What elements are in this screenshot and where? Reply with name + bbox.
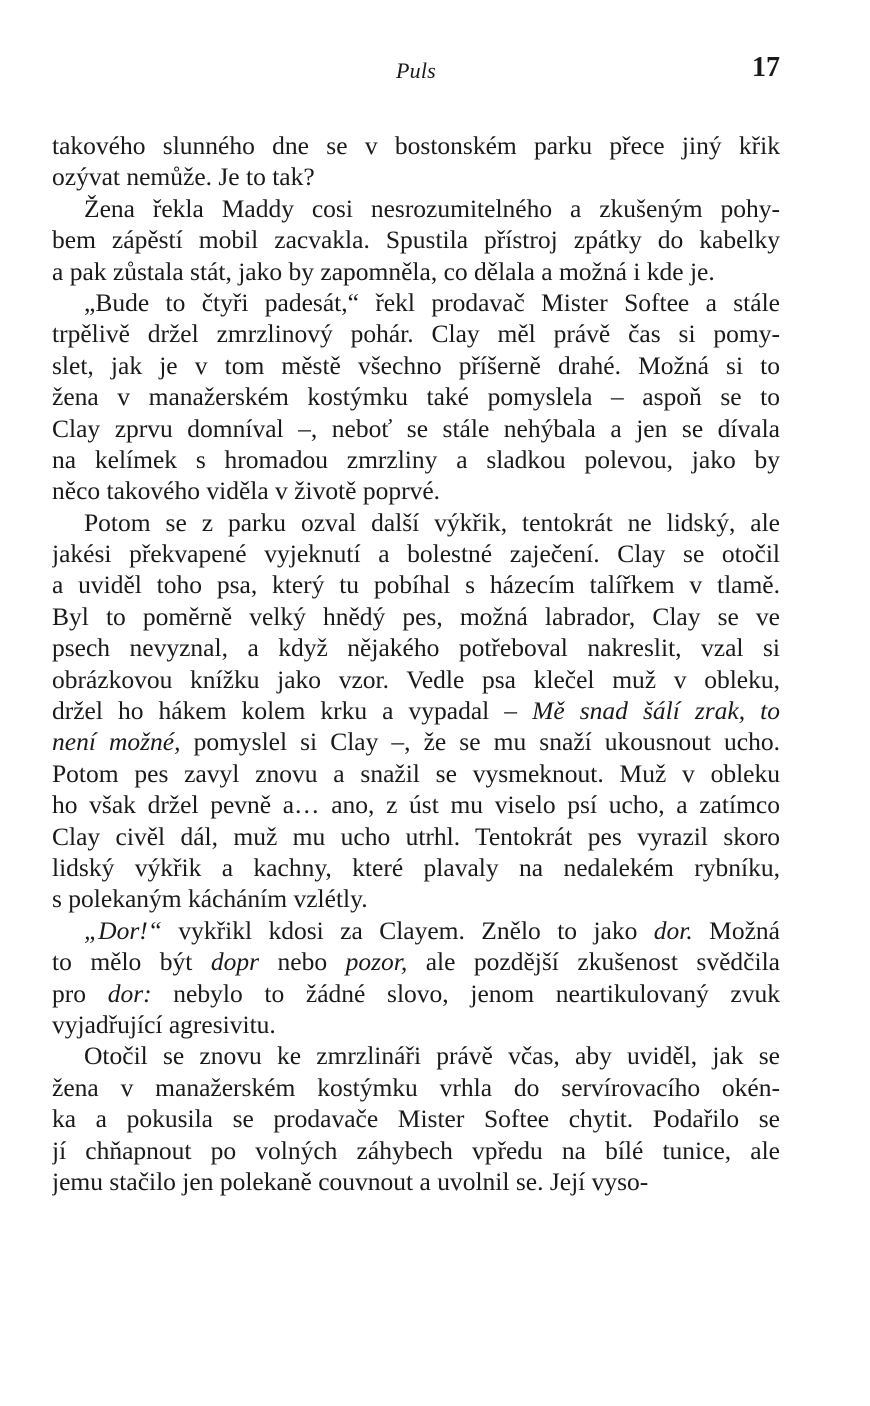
text-run: ho však držel pevně a… ano, z úst mu viselo psí ucho, a zatímco	[52, 790, 780, 820]
text-line	[52, 318, 780, 349]
text-line	[52, 193, 780, 224]
text-line	[52, 1072, 780, 1103]
text-run: Možná	[692, 915, 780, 945]
italic-text: dor:	[107, 978, 152, 1008]
text-run: s polekaným kácháním vzlétly.	[52, 884, 368, 914]
text-line	[52, 821, 780, 852]
text-run: pro	[52, 978, 108, 1008]
text-run: žena v manažerském kostýmku také pomyslela – aspoň se to	[52, 382, 780, 412]
text-line	[52, 601, 780, 632]
text-run: Clay civěl dál, muž mu ucho utrhl. Tentokrát pes vyrazil skoro	[52, 821, 780, 851]
text-run: Byl to poměrně velký hnědý pes, možná labrador, Clay se ve	[52, 601, 780, 631]
text-run: nebo	[259, 947, 346, 977]
text-line	[52, 883, 780, 914]
paragraph	[52, 287, 780, 507]
text-run: jemu stačilo jen polekaně couvnout a uvolnil se. Její vyso-	[52, 1166, 649, 1196]
text-run: nebylo to žádné slovo, jenom neartikulovaný zvuk	[151, 978, 780, 1008]
text-run: trpělivě držel zmrzlinový pohár. Clay měl právě čas si pomy-	[52, 319, 780, 349]
text-run: takového slunného dne se v bostonském parku přece jiný křik	[52, 131, 780, 160]
text-line	[52, 852, 780, 883]
text-run: ale pozdější zkušenost svědčila	[407, 947, 780, 977]
text-line	[52, 1040, 780, 1071]
text-line	[52, 695, 780, 726]
text-line	[52, 569, 780, 600]
text-run: psech nevyznal, a když nějakého potřeboval nakreslit, vzal si	[52, 633, 780, 663]
italic-text: Mě snad šálí zrak, to	[532, 696, 780, 726]
text-line	[52, 130, 780, 161]
text-run: vykřikl kdosi za Clayem. Znělo to jako	[161, 915, 654, 945]
text-line	[52, 1135, 780, 1166]
text-run: držel ho hákem kolem krku a vypadal –	[52, 696, 533, 726]
text-run: jakési překvapené vyjeknutí a bolestné zaječení. Clay se otočil	[52, 539, 780, 569]
text-run: vyjadřující agresivitu.	[52, 1009, 276, 1039]
paragraph	[52, 130, 780, 193]
text-run: Žena řekla Maddy cosi nesrozumitelného a zkušeným pohy-	[84, 193, 780, 223]
page-header	[52, 52, 780, 92]
text-run: jí chňapnout po volných záhybech vpředu na bílé tunice, ale	[52, 1135, 780, 1165]
text-run: a uviděl toho psa, který tu pobíhal s házecím talířkem v tlamě.	[52, 570, 780, 600]
text-run: lidský výkřik a kachny, které plavaly na nedalekém rybníku,	[52, 852, 780, 882]
paragraph	[52, 507, 780, 915]
text-line	[52, 789, 780, 820]
text-run: Potom se z parku ozval další výkřik, tentokrát ne lidský, ale	[84, 507, 780, 537]
paragraph	[52, 915, 780, 1041]
text-line	[52, 978, 780, 1009]
italic-text: dopr	[210, 947, 260, 977]
text-line	[52, 1166, 780, 1197]
text-run: žena v manažerském kostýmku vrhla do servírovacího okén-	[52, 1072, 780, 1102]
text-run: slet, jak je v tom městě všechno příšerně drahé. Možná si to	[52, 350, 780, 380]
page-number: 17	[752, 52, 780, 83]
text-line	[52, 381, 780, 412]
text-line	[52, 444, 780, 475]
text-run: to mělo být	[52, 947, 211, 977]
text-line	[52, 256, 780, 287]
text-run: na kelímek s hromadou zmrzliny a sladkou polevou, jako by	[52, 444, 780, 474]
text-line	[52, 475, 780, 506]
paragraph	[52, 1040, 780, 1197]
text-line	[52, 632, 780, 663]
text-run: pomyslel si Clay –, že se mu snaží ukousnout ucho.	[180, 727, 780, 757]
text-run: obrázkovou knížku jako vzor. Vedle psa klečel muž v obleku,	[52, 664, 780, 694]
text-line	[52, 224, 780, 255]
body-text	[52, 130, 780, 1197]
text-line	[52, 726, 780, 757]
text-run: ozývat nemůže. Je to tak?	[52, 162, 315, 192]
text-line	[52, 538, 780, 569]
text-run: a pak zůstala stát, jako by zapomněla, co dělala a možná i kde je.	[52, 256, 715, 286]
text-line	[52, 1103, 780, 1134]
text-run: „Bude to čtyři padesát,“ řekl prodavač Mister Softee a stále	[84, 287, 780, 317]
running-head: Puls	[396, 58, 436, 83]
text-line	[52, 1009, 780, 1040]
text-line	[52, 507, 780, 538]
text-run: bem zápěstí mobil zacvakla. Spustila přístroj zpátky do kabelky	[52, 225, 780, 255]
italic-text: pozor,	[345, 947, 408, 977]
text-line	[52, 946, 780, 977]
text-line	[52, 413, 780, 444]
text-line	[52, 664, 780, 695]
text-run: Otočil se znovu ke zmrzlináři právě včas, aby uviděl, jak se	[84, 1041, 780, 1071]
italic-text: není možné,	[52, 727, 181, 757]
text-run: Potom pes zavyl znovu a snažil se vysmeknout. Muž v obleku	[52, 758, 780, 788]
italic-text: „Dor!“	[84, 915, 162, 945]
text-run: ka a pokusila se prodavače Mister Softee chytit. Podařilo se	[52, 1104, 780, 1134]
text-line	[52, 161, 780, 192]
text-line	[52, 758, 780, 789]
text-line	[52, 350, 780, 381]
paragraph	[52, 193, 780, 287]
text-line	[52, 915, 780, 946]
italic-text: dor.	[653, 915, 693, 945]
text-line	[52, 287, 780, 318]
text-run: Clay zprvu domníval –, neboť se stále nehýbala a jen se dívala	[52, 413, 780, 443]
text-run: něco takového viděla v životě poprvé.	[52, 476, 441, 506]
